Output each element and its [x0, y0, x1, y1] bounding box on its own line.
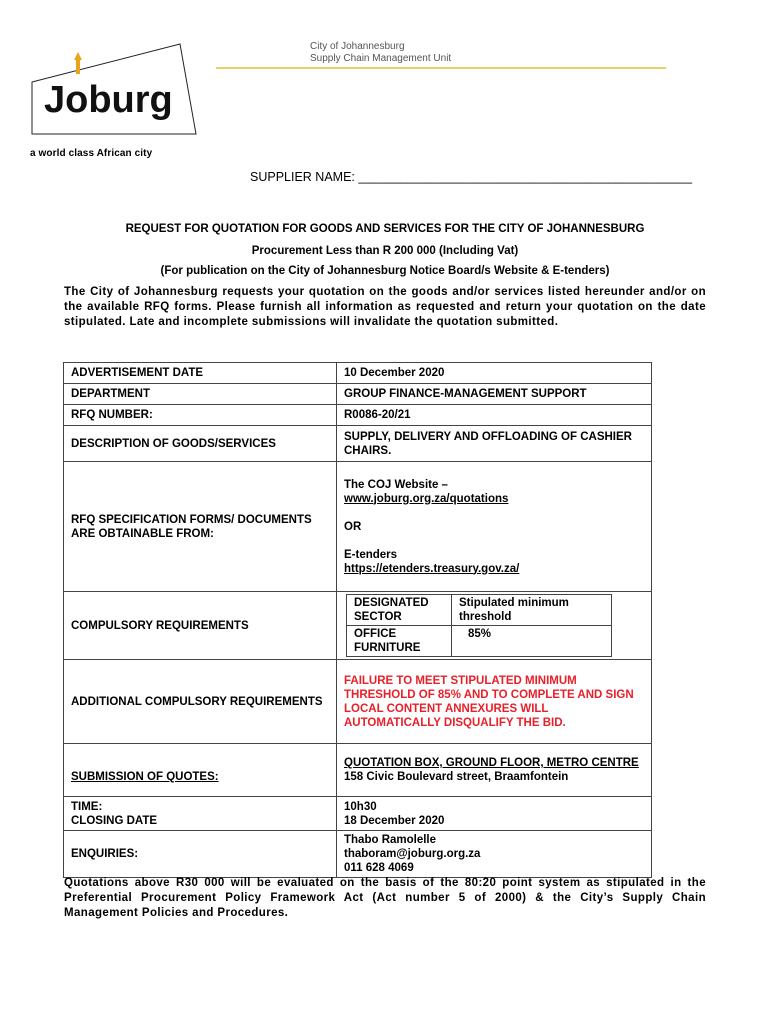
evaluation-note: Quotations above R30 000 will be evaluated on the basis of the 80:20 point system as stipulated in the Preferential Procurement Policy Framework Act (Act number 5 of 2000) & the City’s Supply Chain Management Policies and Procedures. [64, 877, 706, 919]
description-value: SUPPLY, DELIVERY AND OFFLOADING OF CASHIER CHAIRS. [337, 426, 652, 462]
enquiries-phone: 011 628 4069 [344, 862, 414, 874]
forms-site-text: The COJ Website – [344, 478, 448, 491]
forms-label: RFQ SPECIFICATION FORMS/ DOCUMENTS ARE OBTAINABLE FROM: [64, 462, 337, 592]
additional-requirements-value: FAILURE TO MEET STIPULATED MINIMUM THRESHOLD OF 85% AND TO COMPLETE AND SIGN LOCAL CONTENT ANNEXURES WILL AUTOMATICALLY DISQUALIFY THE BID. [337, 660, 652, 744]
table-row [64, 660, 652, 744]
table-row [64, 462, 652, 592]
document-subtitle-publication: (For publication on the City of Johannesburg Notice Board/s Website & E-tenders) [160, 265, 610, 277]
department-label: DEPARTMENT [64, 384, 337, 405]
table-row [64, 405, 652, 426]
sector-value: OFFICE FURNITURE [347, 626, 452, 657]
logo-wordmark: Joburg [44, 79, 173, 121]
threshold-value: 85% [452, 626, 612, 657]
table-row [64, 363, 652, 384]
sector-header: DESIGNATED SECTOR [347, 595, 452, 626]
org-unit: Supply Chain Management Unit [310, 53, 452, 64]
time-value: 10h30 [344, 800, 377, 813]
enquiries-email[interactable]: thaboram@joburg.org.za [344, 848, 481, 860]
org-name: City of Johannesburg [310, 41, 405, 52]
table-row [347, 626, 612, 657]
supplier-name-line [250, 170, 692, 184]
forms-or-text: OR [344, 520, 362, 533]
logo-tagline: a world class African city [30, 148, 153, 159]
compulsory-value [337, 592, 652, 660]
etenders-link[interactable]: https://etenders.treasury.gov.za/ [344, 562, 520, 575]
forms-value [337, 462, 652, 592]
department-value: GROUP FINANCE-MANAGEMENT SUPPORT [337, 384, 652, 405]
table-row [347, 595, 612, 626]
time-closing-label [64, 797, 337, 831]
enquiries-label: ENQUIRIES: [64, 831, 337, 878]
table-row [64, 831, 652, 878]
submission-value [337, 744, 652, 797]
supplier-blank: ________________________________________________ [358, 170, 693, 184]
document-subtitle-limit: Procurement Less than R 200 000 (Including Vat) [251, 245, 519, 257]
advert-date-label: ADVERTISEMENT DATE [64, 363, 337, 384]
enquiries-value [337, 831, 652, 878]
table-row [64, 384, 652, 405]
advert-date-value: 10 December 2020 [337, 363, 652, 384]
org-header [310, 41, 451, 65]
submission-location: QUOTATION BOX, GROUND FLOOR, METRO CENTRE [344, 757, 639, 769]
closing-date-label: CLOSING DATE [71, 814, 158, 827]
rfq-number-label: RFQ NUMBER: [64, 405, 337, 426]
table-row [64, 797, 652, 831]
joburg-logo [30, 42, 198, 136]
rfq-details-table [63, 362, 652, 878]
threshold-header: Stipulated minimum threshold [452, 595, 612, 626]
submission-address: 158 Civic Boulevard street, Braamfontein [344, 771, 569, 783]
enquiries-name: Thabo Ramolelle [344, 834, 437, 846]
document-title: REQUEST FOR QUOTATION FOR GOODS AND SERVICES FOR THE CITY OF JOHANNESBURG [125, 223, 645, 235]
compulsory-label: COMPULSORY REQUIREMENTS [64, 592, 337, 660]
intro-paragraph: The City of Johannesburg requests your quotation on the goods and/or services listed hereunder and/or on the available RFQ forms. Please furnish all information as requested and return your quotation on the date stipulated. Late and incomplete submissions will invalidate the quotation submitted. [64, 286, 706, 328]
rfq-number-value: R0086-20/21 [337, 405, 652, 426]
header-rule [216, 67, 666, 69]
additional-requirements-label: ADDITIONAL COMPULSORY REQUIREMENTS [64, 660, 337, 744]
time-closing-value [337, 797, 652, 831]
table-row [64, 744, 652, 797]
sector-threshold-table [346, 594, 612, 657]
submission-label: SUBMISSION OF QUOTES: [64, 744, 337, 797]
supplier-label: SUPPLIER NAME: [250, 170, 355, 184]
table-row [64, 592, 652, 660]
quotations-link[interactable]: www.joburg.org.za/quotations [344, 492, 509, 505]
description-label: DESCRIPTION OF GOODS/SERVICES [64, 426, 337, 462]
table-row [64, 426, 652, 462]
time-label: TIME: [71, 800, 103, 813]
closing-date-value: 18 December 2020 [344, 814, 445, 827]
etenders-text: E-tenders [344, 548, 398, 561]
